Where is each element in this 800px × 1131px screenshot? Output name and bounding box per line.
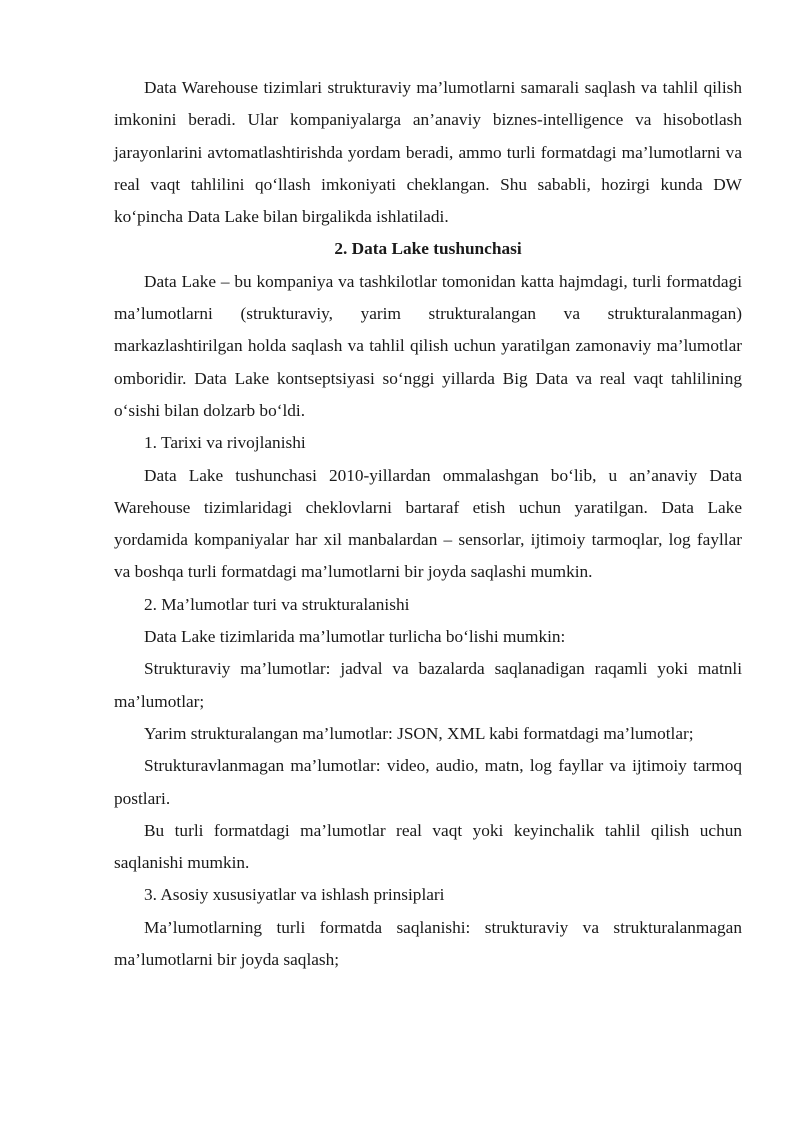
- data-types-intro: Data Lake tizimlarida ma’lumotlar turlicha bo‘lishi mumkin:: [144, 627, 566, 647]
- intro-paragraph: Data Warehouse tizimlari strukturaviy ma’lumotlarni samarali saqlash va tahlil qilish imkonini beradi. Ular kompaniyalarga an’anaviy biznes-intelligence va hisobotlash jarayonlarini avtomatlashtirishda yordam beradi, ammo turli formatdagi ma’lumotlarni va real vaqt tahlilini qo‘llash imkoniyati cheklangan. Shu sababli, hozirgi kunda DW ko‘pincha Data Lake bilan birgalikda ishlatiladi.: [114, 78, 742, 227]
- storage-paragraph: Bu turli formatdagi ma’lumotlar real vaqt yoki keyinchalik tahlil qilish uchun saqlanishi mumkin.: [114, 820, 742, 873]
- unstructured-data-item: Strukturavlanmagan ma’lumotlar: video, audio, matn, log fayllar va ijtimoiy tarmoq postlari.: [114, 756, 742, 808]
- document-body: [114, 72, 742, 976]
- definition-paragraph: Data Lake – bu kompaniya va tashkilotlar tomonidan katta hajmdagi, turli formatdagi ma’lumotlarni (strukturaviy, yarim strukturalangan va strukturalanmagan) markazlashtirilgan holda saqlash va tahlil qilish uchun yaratilgan zamonaviy ma’lumotlar omboridir. Data Lake kontseptsiyasi so‘nggi yillarda Big Data va real vaqt tahlilining o‘sishi bilan dolzarb bo‘ldi.: [114, 271, 742, 420]
- history-paragraph: Data Lake tushunchasi 2010-yillardan ommalashgan bo‘lib, u an’anaviy Data Warehouse tizimlaridagi cheklovlarni bartaraf etish uchun yaratilgan. Data Lake yordamida kompaniyalar har xil manbalardan – sensorlar, ijtimoiy tarmoqlar, log fayllar va boshqa turli formatdagi ma’lumotlarni bir joyda saqlashi mumkin.: [114, 465, 742, 582]
- features-paragraph: Ma’lumotlarning turli formatda saqlanishi: strukturaviy va strukturalanmagan ma’lumotlarni bir joyda saqlash;: [114, 917, 742, 970]
- subsection-features-heading: 3. Asosiy xususiyatlar va ishlash prinsiplari: [144, 885, 445, 905]
- subsection-data-types-heading: 2. Ma’lumotlar turi va strukturalanishi: [144, 594, 410, 614]
- structured-data-item: Strukturaviy ma’lumotlar: jadval va bazalarda saqlanadigan raqamli yoki matnli ma’lumotlar;: [114, 659, 742, 711]
- semi-structured-data-item: Yarim strukturalangan ma’lumotlar: JSON, XML kabi formatdagi ma’lumotlar;: [144, 723, 694, 743]
- subsection-history-heading: 1. Tarixi va rivojlanishi: [144, 433, 306, 453]
- section-heading: 2. Data Lake tushunchasi: [334, 239, 522, 259]
